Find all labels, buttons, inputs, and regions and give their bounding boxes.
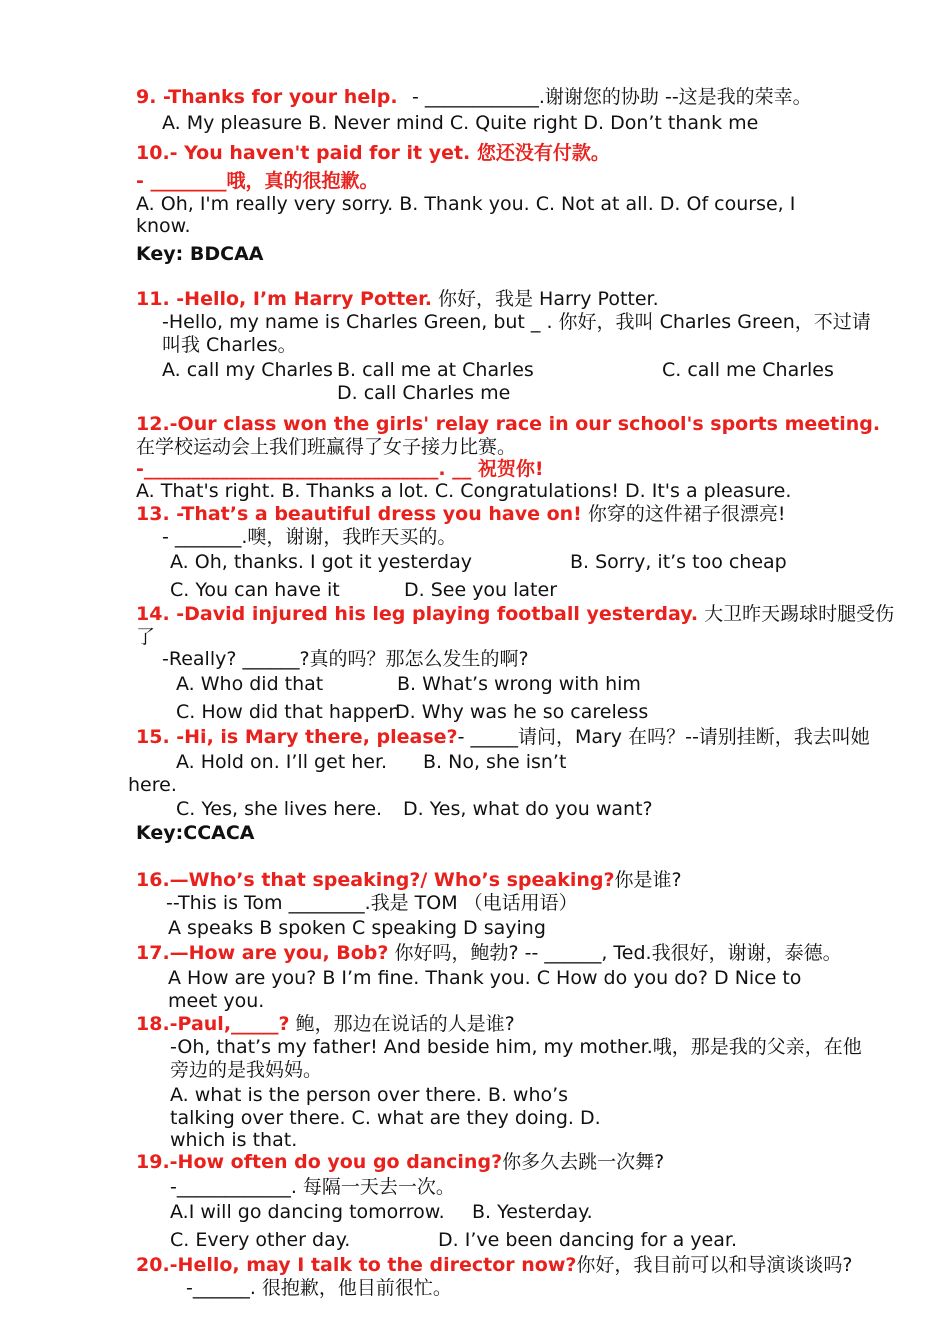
q12-options: A. That's right. B. Thanks a lot. C. Congratulations! D. It's a pleasure. xyxy=(136,480,792,502)
q16-options: A speaks B spoken C speaking D saying xyxy=(168,917,546,939)
answer-key-2: Key:CCACA xyxy=(136,822,255,844)
q15-option-d: D. Yes, what do you want? xyxy=(403,798,653,820)
q15-option-b: B. No, she isn’t xyxy=(423,751,567,773)
q15-option-b-wrap: here. xyxy=(128,774,177,796)
q11-prompt: -Hello, I’m Harry Potter. xyxy=(169,288,432,310)
q14-prompt: 14. -David injured his leg playing football yesterday. xyxy=(136,603,699,625)
q16-translation: 你是谁? xyxy=(614,869,682,891)
q19-option-d: D. I’ve been dancing for a year. xyxy=(438,1229,737,1251)
q19-option-c: C. Every other day. xyxy=(170,1229,351,1251)
q14-translation-wrap: 了 xyxy=(136,626,156,648)
q19-reply: -____________. 每隔一天去一次。 xyxy=(170,1176,455,1198)
q14-line xyxy=(136,603,894,626)
q18-reply-line2: 旁边的是我妈妈。 xyxy=(170,1059,323,1081)
q15-reply: - _____请问，Mary 在吗？--请别挂断，我去叫她 xyxy=(457,726,870,748)
q16-reply: --This is Tom ________.我是 TOM （电话用语） xyxy=(166,892,578,914)
q19-translation: 你多久去跳一次舞? xyxy=(502,1151,665,1173)
q10-prompt: 10.- You haven't paid for it yet. 您还没有付款。 xyxy=(136,142,610,164)
q13-line xyxy=(136,503,786,526)
q18-options-line3: which is that. xyxy=(170,1129,298,1151)
q13-prompt: 13. -That’s a beautiful dress you have on! xyxy=(136,503,582,525)
q9-reply: - ____________.谢谢您的协助 --这是我的荣幸。 xyxy=(412,86,812,108)
q13-option-d: D. See you later xyxy=(404,579,558,601)
q11-option-d: D. call Charles me xyxy=(337,382,511,404)
q19-line xyxy=(136,1151,664,1174)
q18-options-line1: A. what is the person over there. B. who’s xyxy=(170,1084,569,1106)
q15-prompt: 15. -Hi, is Mary there, please? xyxy=(136,726,458,748)
q14-reply: -Really? ______?真的吗？那怎么发生的啊? xyxy=(162,648,529,670)
q19-option-b: B. Yesterday. xyxy=(472,1201,593,1223)
q11-reply-line2: 叫我 Charles。 xyxy=(162,334,297,356)
q20-prompt: 20.-Hello, may I talk to the director now? xyxy=(136,1254,577,1276)
q17-reply: 你好吗，鲍勃? -- ______, Ted.我很好，谢谢，泰德。 xyxy=(388,942,842,964)
q14-option-d: D. Why was he so careless xyxy=(395,701,649,723)
q14-translation: 大卫昨天踢球时腿受伤 xyxy=(698,603,895,625)
q16-line xyxy=(136,869,682,892)
q18-reply-line1: -Oh, that’s my father! And beside him, my mother.哦，那是我的父亲，在他 xyxy=(170,1036,862,1058)
q13-reply: - _______.噢，谢谢，我昨天买的。 xyxy=(162,526,457,548)
q20-reply: -______. 很抱歉，他目前很忙。 xyxy=(186,1277,452,1299)
q17-options-line2: meet you. xyxy=(168,990,265,1012)
q14-option-a: A. Who did that xyxy=(176,673,324,695)
q11-option-b: B. call me at Charles xyxy=(337,359,534,381)
q19-option-a: A.I will go dancing tomorrow. xyxy=(170,1201,445,1223)
q11-translation: 你好，我是 Harry Potter. xyxy=(431,288,659,310)
q18-options-line2: talking over there. C. what are they doing. D. xyxy=(170,1107,601,1129)
q13-translation: 你穿的这件裙子很漂亮! xyxy=(581,503,786,525)
q11-line xyxy=(136,288,659,311)
q12-reply: -_______________________________. __ 祝贺你! xyxy=(136,458,544,480)
q17-line xyxy=(136,942,842,965)
q10-reply: - ________哦，真的很抱歉。 xyxy=(136,170,379,192)
q13-option-c: C. You can have it xyxy=(170,579,340,601)
q11-number: 11. xyxy=(136,288,170,310)
q14-option-b: B. What’s wrong with him xyxy=(397,673,641,695)
q13-option-b: B. Sorry, it’s too cheap xyxy=(570,551,787,573)
q10-options-line1: A. Oh, I'm really very sorry. B. Thank you. C. Not at all. D. Of course, I xyxy=(136,193,796,215)
q18-line xyxy=(136,1013,515,1036)
q15-line xyxy=(136,726,870,749)
q11-option-a: A. call my Charles xyxy=(162,359,333,381)
q9-options: A. My pleasure B. Never mind C. Quite right D. Don’t thank me xyxy=(162,112,759,134)
q15-option-a: A. Hold on. I’ll get her. xyxy=(176,751,388,773)
q12-translation: 在学校运动会上我们班赢得了女子接力比赛。 xyxy=(136,436,517,458)
q17-prompt: 17.—How are you, Bob? xyxy=(136,942,389,964)
q15-option-c: C. Yes, she lives here. xyxy=(176,798,383,820)
q10-options-line2: know. xyxy=(136,215,191,237)
q11-option-c: C. call me Charles xyxy=(662,359,834,381)
q14-option-c: C. How did that happen xyxy=(176,701,401,723)
q17-options-line1: A How are you? B I’m fine. Thank you. C How do you do? D Nice to xyxy=(168,967,802,989)
q20-line xyxy=(136,1254,853,1277)
q18-prompt: 18.-Paul,_____? xyxy=(136,1013,290,1035)
answer-key-1: Key: BDCAA xyxy=(136,243,264,265)
q19-prompt: 19.-How often do you go dancing? xyxy=(136,1151,503,1173)
q20-translation: 你好，我目前可以和导演谈谈吗? xyxy=(576,1254,853,1276)
q16-prompt: 16.—Who’s that speaking?/ Who’s speaking? xyxy=(136,869,615,891)
q13-option-a: A. Oh, thanks. I got it yesterday xyxy=(170,551,472,573)
q18-translation: 鲍，那边在说话的人是谁? xyxy=(289,1013,515,1035)
q12-prompt: 12.-Our class won the girls' relay race in our school's sports meeting. xyxy=(136,413,881,435)
q11-reply-line1: -Hello, my name is Charles Green, but _ . 你好，我叫 Charles Green，不过请 xyxy=(162,311,871,333)
q9-prompt: 9. -Thanks for your help. xyxy=(136,86,398,108)
